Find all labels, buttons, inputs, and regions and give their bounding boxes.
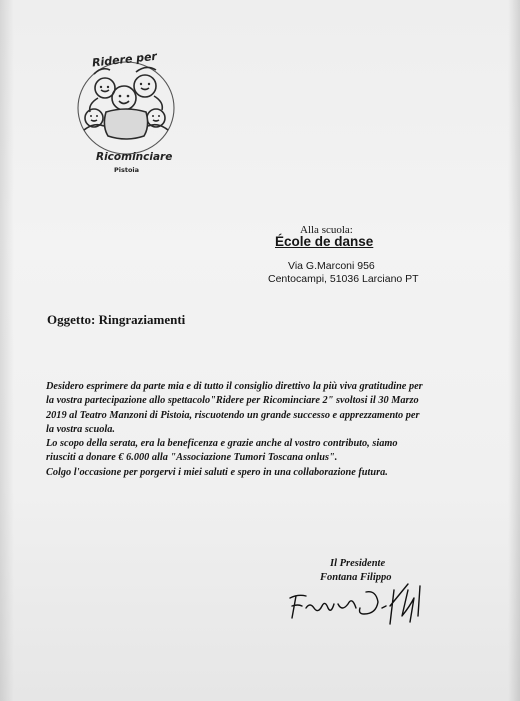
logo-place-text: Pistoia [114, 166, 140, 174]
body-line: riusciti a donare € 6.000 alla "Associazione Tumori Toscana onlus". [46, 452, 338, 464]
logo-bottom-text: Ricominciare [96, 151, 173, 163]
letter-body [46, 380, 506, 480]
body-line: la vostra scuola. [46, 423, 115, 435]
subject-line: Oggetto: Ringraziamenti [47, 312, 186, 327]
page-shadow-right [508, 0, 520, 701]
body-line: 2019 al Teatro Manzoni di Pistoia, riscuotendo un grande successo e apprezzamento per [46, 409, 420, 421]
signer-name: Fontana Filippo [320, 572, 392, 583]
addressee-label: Alla scuola: [300, 224, 353, 236]
association-logo [70, 46, 182, 178]
body-line: Desidero esprimere da parte mia e di tutto il consiglio direttivo la più viva gratitudine per [46, 381, 423, 392]
body-line: Lo scopo della serata, era la beneficenza e grazie anche al vostro contributo, siamo [46, 438, 398, 450]
signer-title: Il Presidente [330, 558, 386, 569]
page-shadow-left [0, 0, 14, 701]
body-line: Colgo l'occasione per porgervi i miei saluti e spero in una collaborazione futura. [46, 466, 388, 478]
handwritten-signature [286, 578, 436, 626]
school-name: École de danse [275, 234, 374, 249]
logo-top-text: Ridere per [91, 49, 158, 70]
address-street: Via G.Marconi 956 [288, 260, 375, 272]
address-city: Centocampi, 51036 Larciano PT [268, 273, 419, 285]
body-line: la vostra partecipazione allo spettacolo"Ridere per Ricominciare 2" svoltosi il 30 Marzo [46, 395, 419, 407]
